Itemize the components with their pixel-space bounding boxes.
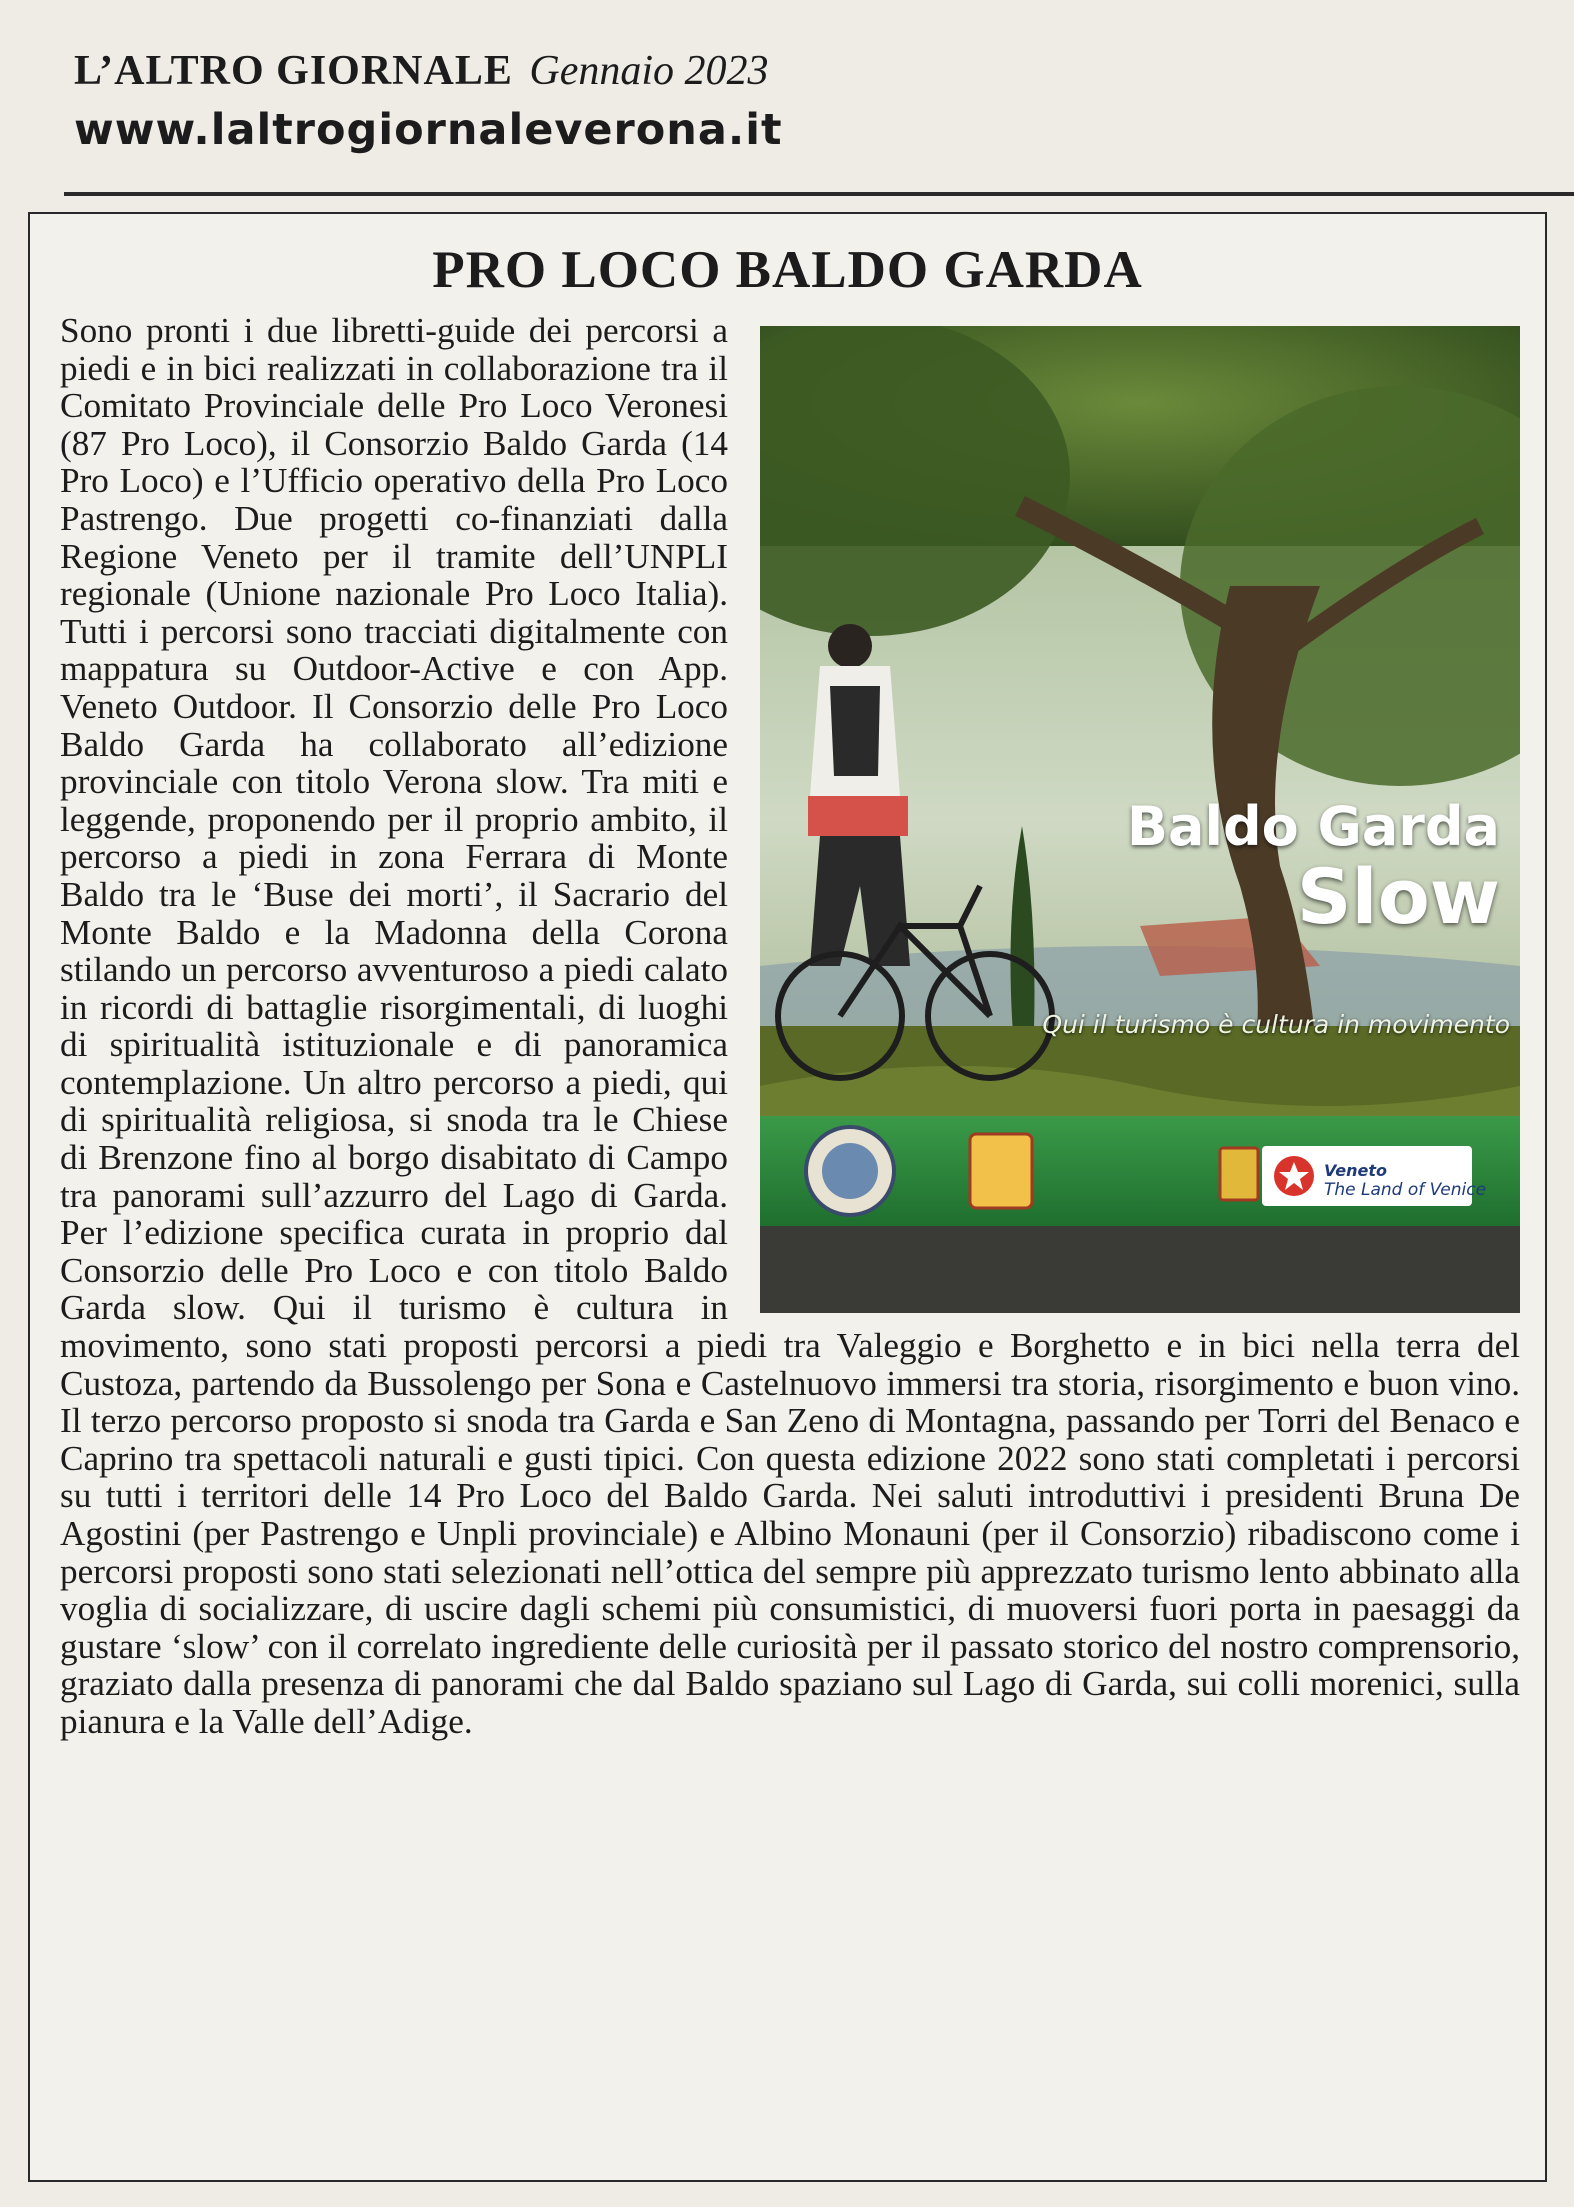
veneto-brand-tagline: The Land of Venice — [1324, 1180, 1487, 1200]
cover-text-overlay — [760, 326, 1520, 1313]
cover-tagline: Qui il turismo è cultura in movimento — [1042, 1010, 1510, 1039]
booklet-cover-figure — [760, 326, 1520, 1313]
article-headline: PRO LOCO BALDO GARDA — [432, 241, 1143, 299]
website-url[interactable]: www.laltrogiornaleverona.it — [74, 105, 783, 155]
article-box — [28, 212, 1547, 2182]
masthead-title-line — [74, 46, 1554, 96]
newspaper-name: L’ALTRO GIORNALE — [74, 48, 513, 94]
masthead — [74, 46, 1554, 158]
veneto-brand-badge — [1262, 1146, 1487, 1206]
veneto-star-icon — [1272, 1154, 1316, 1198]
masthead-divider — [64, 192, 1574, 196]
article-body-text: Sono pronti i due libretti-guide dei percorsi a piedi e in bici realizzati in collaborazione tra il Comitato Provinciale delle Pro Loco Veronesi (87 Pro Loco), il Consorzio Baldo Garda (14 Pro Loco) e l’Ufficio operativo della Pro Loco Pastrengo. Due progetti co-finanziati dalla Regione Veneto per il tramite dell’UNPLI regionale (Unione nazionale Pro Loco Italia). Tutti i percorsi sono tracciati digitalmente con mappatura su Outdoor-Active e con App. Veneto Outdoor. Il Consorzio delle Pro Loco Baldo Garda ha collaborato all’edizione provinciale con titolo Verona slow. Tra miti e leggende, proponendo per il proprio ambito, il percorso a piedi in zona Ferrara di Monte Baldo tra le ‘Buse dei morti’, il Sacrario del Monte Baldo e la Madonna della Corona stilando un percorso avventuroso a piedi calato in ricordi di battaglie risorgimentali, di luoghi di spiritualità istituzionale e di panoramica contemplazione. Un altro percorso a piedi, qui di spiritualità religiosa, si snoda tra le Chiese di Brenzone fino al borgo disabitato di Campo tra panorami sull’azzurro del Lago di Garda. Per l’edizione specifica curata in proprio dal Consorzio delle Pro Loco e con titolo Baldo Garda slow. Qui il turismo è cultura in movimento, sono stati proposti percorsi a piedi tra Valeggio e Borghetto e in bici nella terra del Custoza, partendo da Bussolengo per Sona e Castelnuovo immersi tra storia, risorgimento e buon vino. Il terzo percorso proposto si snoda tra Garda e San Zeno di Montagna, passando per Torri del Benaco e Caprino tra spettacoli naturali e gusti tipici. Con questa edizione 2022 sono stati completati i percorsi su tutti i territori delle 14 Pro Loco del Baldo Garda. Nei saluti introduttivi i presidenti Bruna De Agostini (per Pastrengo e Unpli provinciale) e Albino Monauni (per il Consorzio) ribadiscono come i percorsi proposti sono stati selezionati nell’ottica del sempre più apprezzato turismo lento abbinato alla voglia di socializzare, di uscire dagli schemi più consumistici, di muoversi fuori porta in paesaggi da gustare ‘slow’ con il correlato ingrediente delle curiosità per il passato storico del nostro comprensorio, graziato dalla presenza di panorami che dal Baldo spaziano sul Lago di Garda, sui colli morenici, sulla pianura e la Valle dell’Adige. — [60, 311, 1520, 1741]
article-body — [60, 312, 1520, 1741]
issue-date: Gennaio 2023 — [529, 48, 769, 94]
veneto-brand-name: Veneto — [1324, 1161, 1387, 1180]
cover-title-line1: Baldo Garda — [1126, 795, 1500, 858]
cover-title-line2: Slow — [1296, 852, 1500, 941]
